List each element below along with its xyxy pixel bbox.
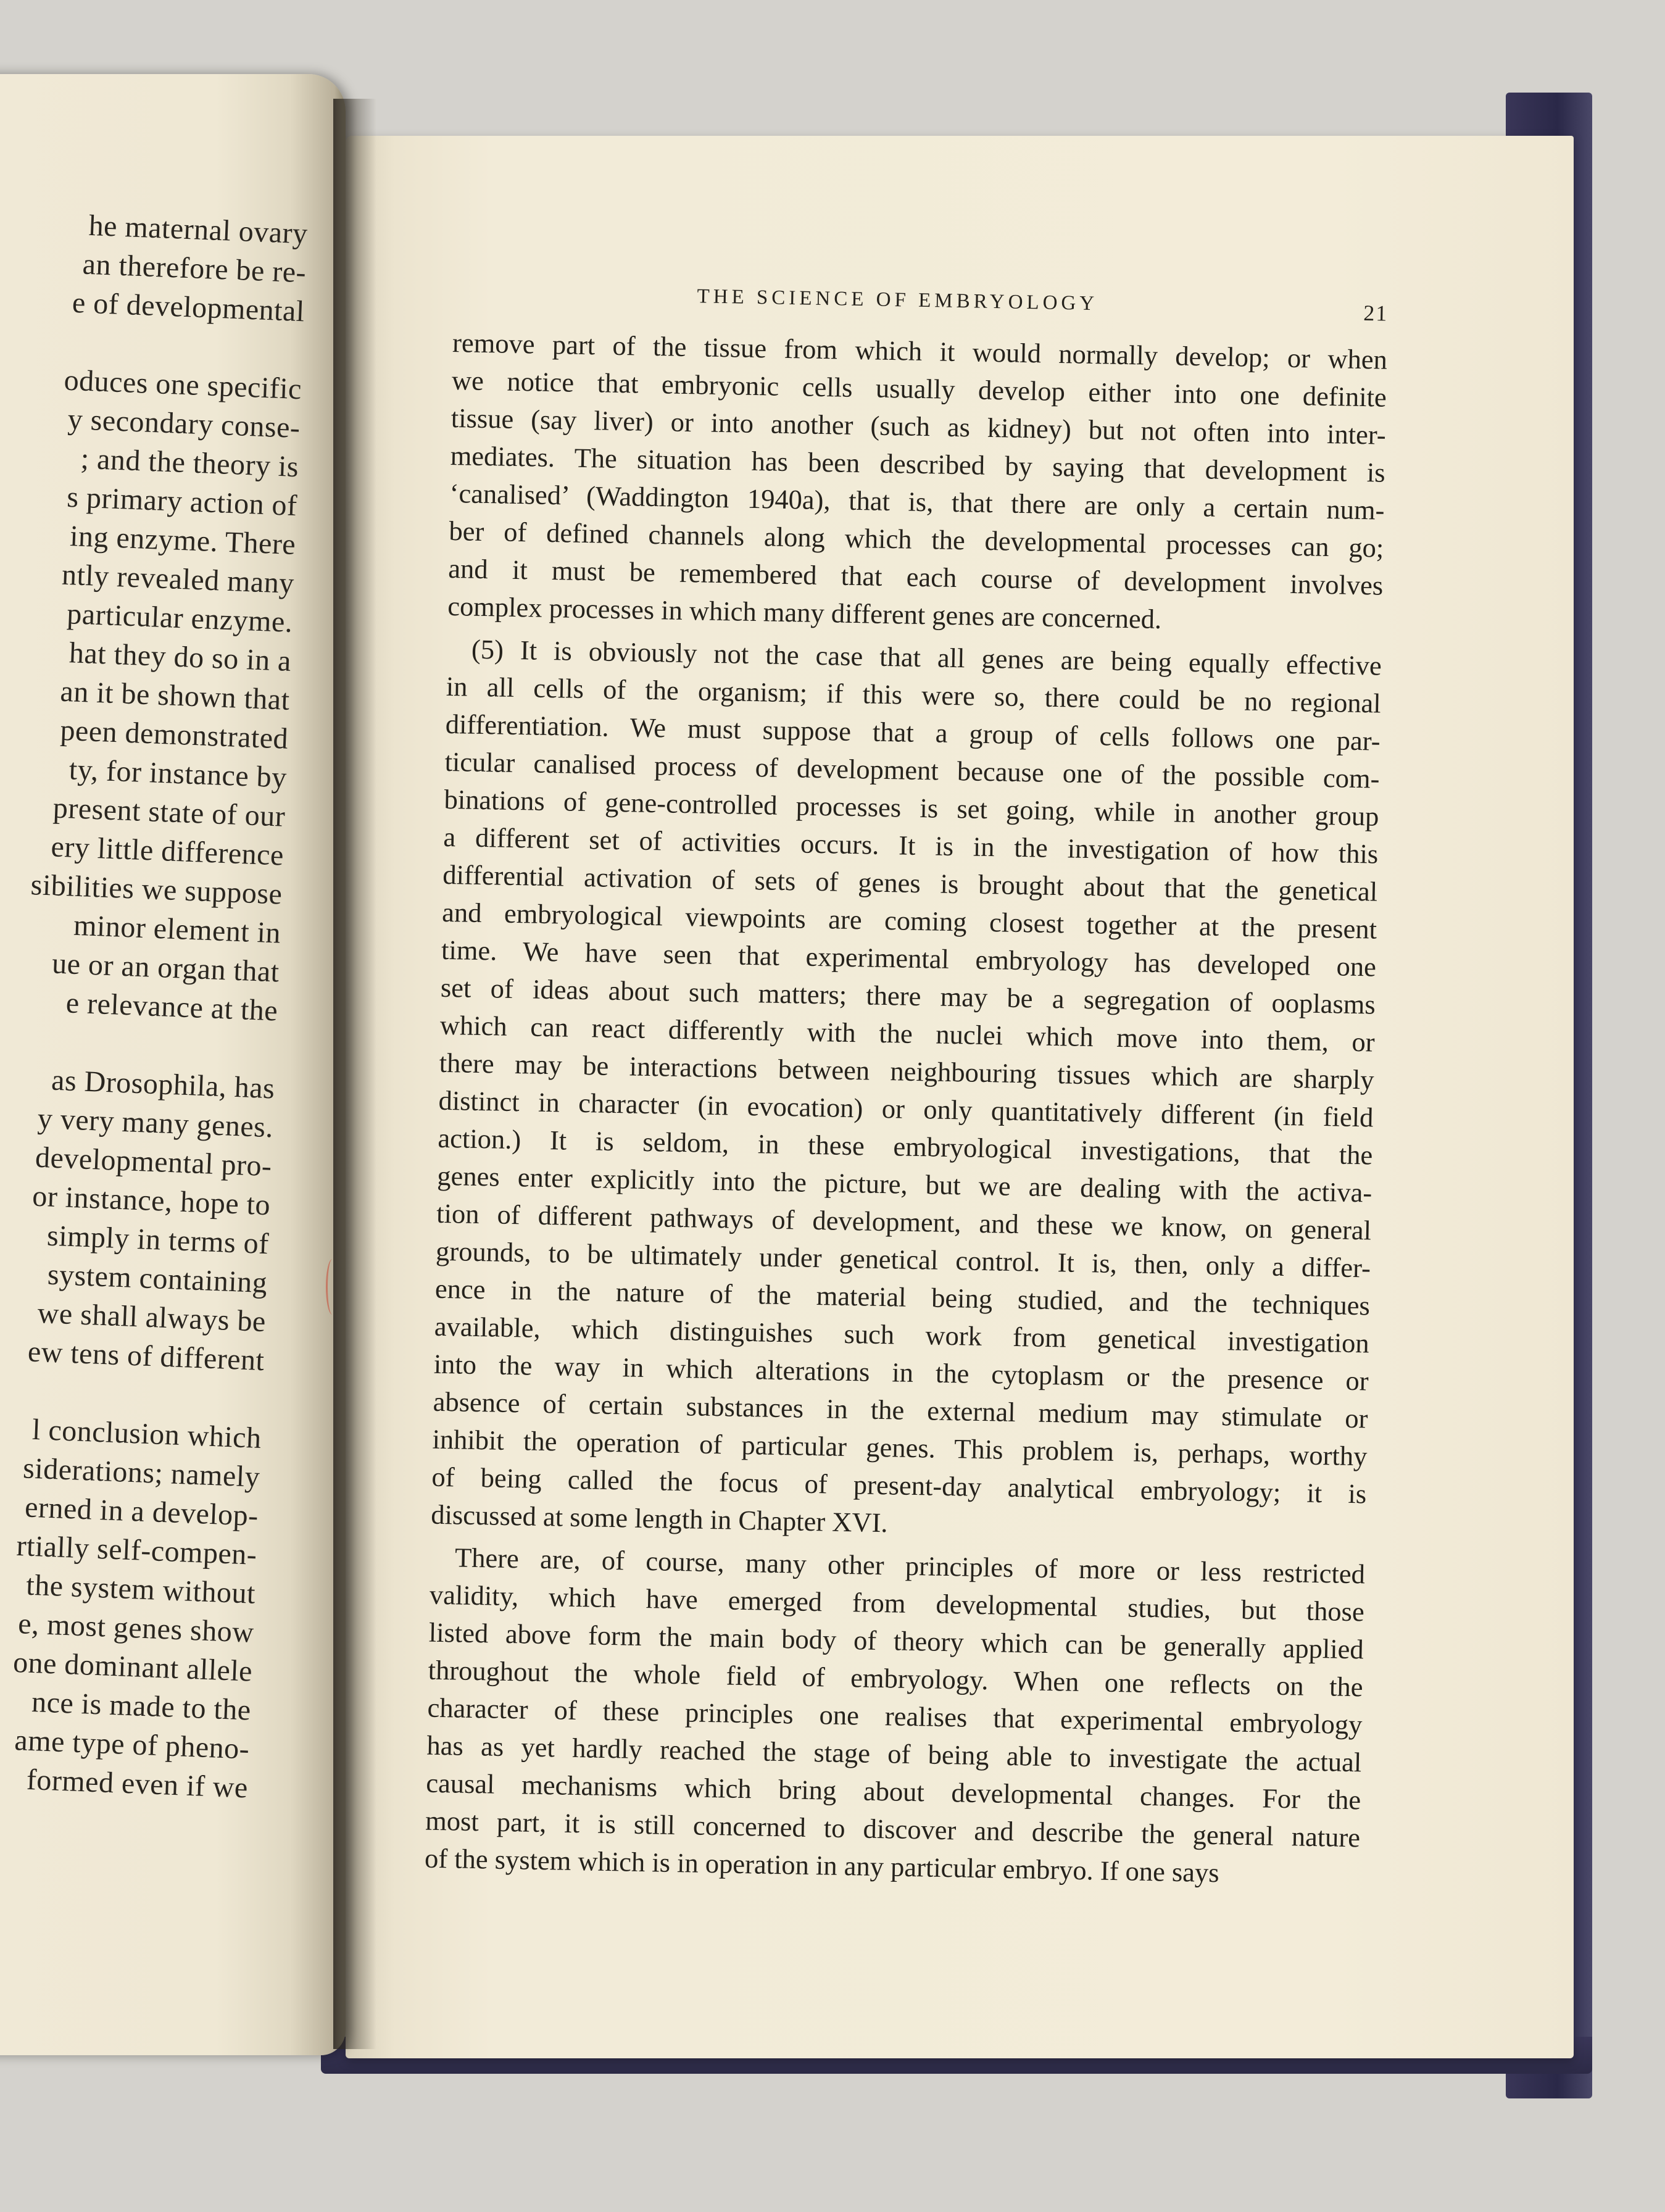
text-line: ence in the nature of the material being studied, and the techniques	[434, 1273, 1371, 1321]
text-line: complex processes in which many different genes are concerned.	[447, 590, 1162, 635]
left-page-line: as Drosophila, has	[51, 1063, 276, 1105]
text-line: time. We have seen that experimental embryology has developed one	[441, 934, 1377, 983]
left-page-line: y very many genes.	[36, 1102, 274, 1144]
text-line: which can react differently with the nuclei which move into them, or	[439, 1009, 1376, 1058]
right-page-text	[425, 281, 1389, 1894]
paragraph	[447, 324, 1388, 642]
text-line: and embryological viewpoints are coming closest together at the present	[441, 896, 1377, 945]
text-line: a different set of activities occurs. It is in the investigation of how this	[443, 821, 1379, 870]
running-head-title: THE SCIENCE OF EMBRYOLOGY	[697, 285, 1098, 315]
text-line: There are, of course, many other principles of more or less restricted	[454, 1542, 1366, 1590]
text-line: remove part of the tissue from which it would normally develop; or when	[452, 326, 1388, 375]
left-page-line: we shall always be	[36, 1296, 267, 1339]
text-line: mediates. The situation has been described by saying that development is	[450, 439, 1386, 488]
text-line: distinct in character (in evocation) or only quantitatively different (in field	[438, 1084, 1374, 1133]
left-page-line: minor element in	[73, 908, 282, 950]
text-line: ‘canalised’ (Waddington 1940a), that is, that there are only a certain num-	[449, 477, 1385, 526]
text-line: and it must be remembered that each course of development involves	[448, 552, 1384, 601]
left-page-line: y secondary conse-	[67, 402, 301, 445]
left-page-line: hat they do so in a	[69, 636, 292, 678]
left-page-line: ery little difference	[50, 830, 284, 872]
left-page-line: or instance, hope to	[31, 1179, 272, 1222]
text-line: into the way in which alterations in the cytoplasm or the presence or	[433, 1348, 1369, 1397]
left-page-line: erned in a develop-	[24, 1491, 259, 1532]
left-page-line: an it be shown that	[59, 675, 291, 717]
left-page-line: developmental pro-	[35, 1141, 273, 1183]
text-line: discussed at some length in Chapter XVI.	[430, 1499, 888, 1539]
text-line: set of ideas about such matters; there may be a segregation of ooplasms	[440, 971, 1376, 1020]
text-line: available, which distinguishes such work from genetical investigation	[434, 1310, 1370, 1359]
left-page-line: an therefore be re-	[81, 247, 307, 289]
left-page-line: ing enzyme. There	[69, 520, 297, 562]
text-line: of being called the focus of present-day analytical embryology; it is	[431, 1461, 1367, 1510]
left-page-line: he maternal ovary	[88, 209, 309, 251]
text-line: character of these principles one realises that experimental embryology	[427, 1692, 1363, 1740]
text-line: ticular canalised process of development because one of the possible com-	[444, 746, 1380, 794]
text-line: causal mechanisms which bring about developmental changes. For the	[425, 1767, 1361, 1816]
text-line: absence of certain substances in the external medium may stimulate or	[433, 1386, 1368, 1434]
left-page-line: one dominant allele	[12, 1645, 254, 1688]
text-line: listed above form the main body of theory which can be generally applied	[428, 1616, 1364, 1665]
text-line: throughout the whole field of embryology. When one reflects on the	[428, 1654, 1363, 1703]
left-page-line: rtially self-compen-	[15, 1529, 258, 1571]
text-line: (5) It is obviously not the case that all genes are being equally effective	[471, 633, 1382, 681]
left-page-line: l conclusion which	[31, 1413, 262, 1455]
left-page-line: present state of our	[52, 791, 286, 833]
text-line: there may be interactions between neighbouring tissues which are sharply	[439, 1047, 1374, 1096]
book-gutter	[333, 99, 376, 2049]
text-line: genes enter explicitly into the picture, but we are dealing with the activa-	[436, 1160, 1372, 1208]
right-page-body	[425, 324, 1388, 1894]
text-line: differentiation. We must suppose that a group of cells follows one par-	[445, 708, 1381, 757]
text-line: tion of different pathways of development, and these we know, on general	[436, 1197, 1372, 1246]
text-line: most part, it is still concerned to discover and describe the general nature	[425, 1805, 1361, 1853]
left-page-line: ty, for instance by	[68, 753, 288, 794]
left-page-line: ntly revealed many	[61, 558, 295, 601]
text-line: inhibit the operation of particular genes. This problem is, perhaps, worthy	[432, 1423, 1368, 1472]
left-page-line: system containing	[47, 1258, 268, 1300]
left-page-line: e of developmental	[72, 286, 305, 328]
text-line: in all cells of the organism; if this were so, there could be no regional	[446, 670, 1382, 719]
left-page-line: sibilities we suppose	[30, 868, 283, 911]
text-line: ber of defined channels along which the developmental processes can go;	[449, 515, 1384, 563]
page-edge-mark	[326, 1259, 339, 1315]
text-line: tissue (say liver) or into another (such as kidney) but not often into inter-	[451, 402, 1387, 451]
text-line: we notice that embryonic cells usually develop either into one definite	[451, 364, 1387, 413]
left-page-line: ame type of pheno-	[14, 1724, 251, 1766]
text-line: validity, which have emerged from developmental studies, but those	[429, 1579, 1365, 1628]
left-page-line: e relevance at the	[65, 986, 279, 1028]
text-line: grounds, to be ultimately under genetical control. It is, then, only a differ-	[435, 1235, 1371, 1284]
text-line: binations of gene-controlled processes is set going, while in another group	[444, 783, 1379, 832]
left-page-line: peen demonstrated	[59, 713, 289, 755]
text-line: of the system which is in operation in any particular embryo. If one says	[424, 1842, 1220, 1889]
left-page-line: particular enzyme.	[66, 597, 294, 639]
left-page-line: ; and the theory is	[80, 442, 300, 484]
paragraph	[425, 1539, 1366, 1895]
text-line: has as yet hardly reached the stage of being able to investigate the actual	[426, 1729, 1362, 1778]
left-page-line: siderations; namely	[22, 1452, 261, 1494]
page-number: 21	[1363, 301, 1389, 326]
left-page-line: simply in terms of	[46, 1219, 270, 1261]
left-page-line: e, most genes show	[17, 1607, 255, 1649]
left-page-line: oduces one specific	[63, 364, 302, 406]
left-page-line: the system without	[25, 1568, 256, 1610]
left-page-line: nce is made to the	[31, 1686, 252, 1727]
paragraph	[431, 630, 1382, 1551]
left-page-line: ew tens of different	[27, 1335, 265, 1378]
left-page-line: s primary action of	[66, 480, 298, 523]
left-page-line: ue or an organ that	[51, 947, 280, 989]
left-page-line: formed even if we	[26, 1763, 249, 1805]
text-line: differential activation of sets of genes is brought about that the genetical	[442, 859, 1378, 907]
text-line: action.) It is seldom, in these embryological investigations, that the	[438, 1122, 1373, 1171]
